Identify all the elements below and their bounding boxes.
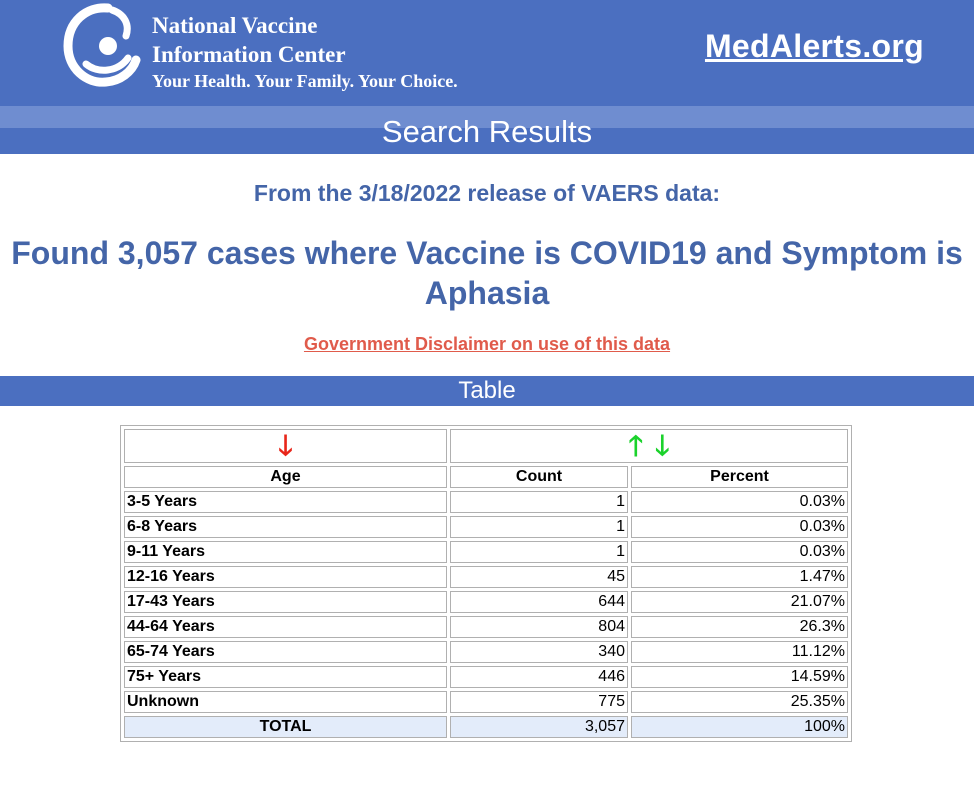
percent-cell: 0.03%	[631, 516, 848, 538]
table-row	[124, 666, 848, 688]
count-cell: 804	[450, 616, 628, 638]
percent-cell: 26.3%	[631, 616, 848, 638]
count-cell: 1	[450, 516, 628, 538]
site-header	[0, 0, 974, 106]
total-row	[124, 716, 848, 738]
disclaimer-container	[0, 334, 974, 355]
table-row	[124, 566, 848, 588]
column-header-count: Count	[450, 466, 628, 488]
count-cell: 446	[450, 666, 628, 688]
release-text: From the 3/18/2022 release of VAERS data:	[253, 180, 721, 206]
org-tagline: Your Health. Your Family. Your Choice.	[152, 71, 458, 91]
count-cell: 775	[450, 691, 628, 713]
green-up-arrow-icon[interactable]: 🡑	[628, 430, 643, 461]
org-name-line2: Information Center	[152, 42, 346, 67]
government-disclaimer-link[interactable]: Government Disclaimer on use of this data	[303, 334, 671, 354]
age-cell: 17-43 Years	[124, 591, 447, 613]
percent-cell: 11.12%	[631, 641, 848, 663]
count-cell: 45	[450, 566, 628, 588]
mother-child-logo-icon[interactable]	[62, 2, 142, 88]
count-cell: 1	[450, 491, 628, 513]
table-row	[124, 591, 848, 613]
age-cell: 75+ Years	[124, 666, 447, 688]
medalerts-link[interactable]: MedAlerts.org	[704, 28, 924, 64]
percent-cell: 0.03%	[631, 541, 848, 563]
total-percent: 100%	[631, 716, 848, 738]
count-sort-cell	[450, 429, 848, 463]
percent-cell: 0.03%	[631, 491, 848, 513]
red-down-arrow-icon[interactable]: 🡓	[278, 430, 293, 461]
age-cell: 12-16 Years	[124, 566, 447, 588]
total-label: TOTAL	[124, 716, 447, 738]
green-down-arrow-icon[interactable]: 🡓	[655, 430, 670, 461]
found-cases-heading: Found 3,057 cases where Vaccine is COVID19 and Symptom is Aphasia	[11, 235, 963, 311]
results-table	[120, 425, 852, 742]
percent-cell: 25.35%	[631, 691, 848, 713]
percent-cell: 21.07%	[631, 591, 848, 613]
table-row	[124, 541, 848, 563]
age-cell: 44-64 Years	[124, 616, 447, 638]
column-header-percent: Percent	[631, 466, 848, 488]
count-cell: 340	[450, 641, 628, 663]
table-row	[124, 691, 848, 713]
table-row	[124, 491, 848, 513]
table-row	[124, 616, 848, 638]
percent-cell: 1.47%	[631, 566, 848, 588]
age-cell: 3-5 Years	[124, 491, 447, 513]
table-section-title: Table	[0, 376, 974, 406]
age-cell: 6-8 Years	[124, 516, 447, 538]
search-results-title: Search Results	[381, 114, 593, 149]
age-cell: 9-11 Years	[124, 541, 447, 563]
org-name-line1: National Vaccine	[152, 13, 318, 38]
column-header-age: Age	[124, 466, 447, 488]
table-row	[124, 516, 848, 538]
count-cell: 644	[450, 591, 628, 613]
total-count: 3,057	[450, 716, 628, 738]
org-name-block	[152, 11, 458, 93]
percent-cell: 14.59%	[631, 666, 848, 688]
age-cell: 65-74 Years	[124, 641, 447, 663]
age-cell: Unknown	[124, 691, 447, 713]
age-sort-cell	[124, 429, 447, 463]
sort-controls-row	[124, 429, 848, 463]
table-header-row	[124, 466, 848, 488]
table-row	[124, 641, 848, 663]
count-cell: 1	[450, 541, 628, 563]
